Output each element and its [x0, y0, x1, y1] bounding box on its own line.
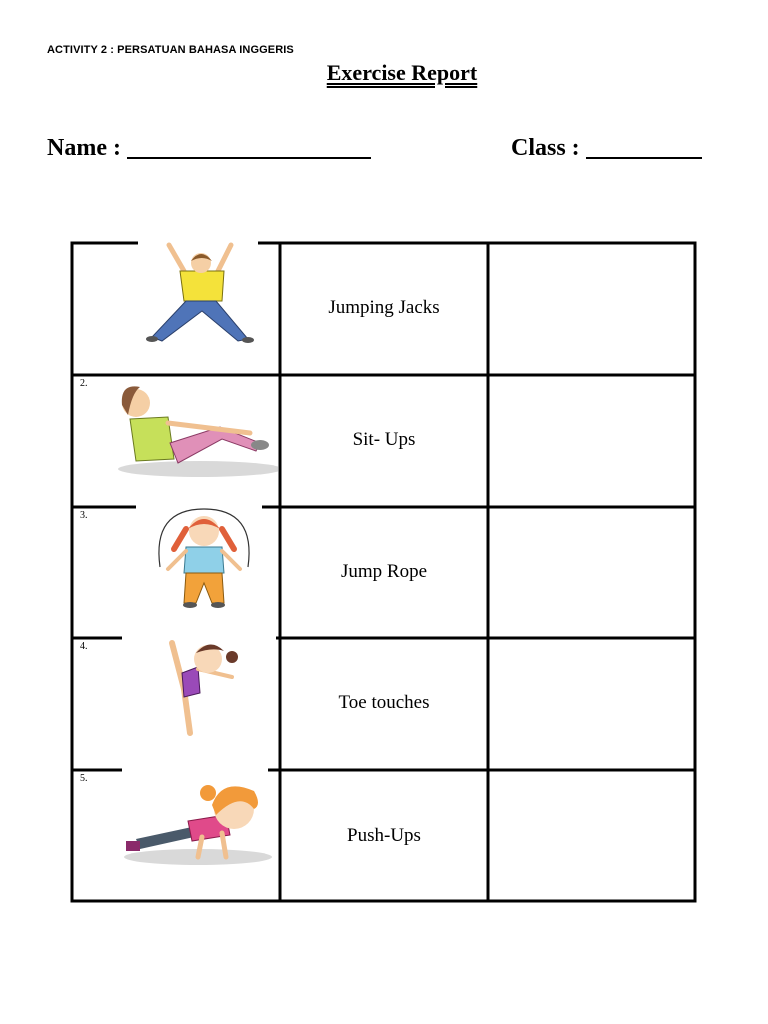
- class-field: [511, 133, 702, 162]
- name-blank: [127, 133, 371, 159]
- row-number: 3.: [80, 510, 88, 521]
- toe-touch-illustration: [164, 637, 244, 739]
- exercise-name: Jump Rope: [340, 561, 428, 582]
- exercise-name: Push-Ups: [347, 825, 421, 846]
- name-field: [47, 133, 371, 162]
- exercise-name: Sit- Ups: [352, 429, 416, 450]
- row-number: 4.: [80, 641, 88, 652]
- class-blank: [586, 133, 702, 159]
- push-ups-illustration: [122, 771, 272, 869]
- page-title: Exercise Report: [326, 60, 478, 85]
- activity-heading: ACTIVITY 2 : PERSATUAN BAHASA INGGERIS: [47, 44, 294, 56]
- exercise-table: [70, 241, 697, 903]
- row-number: 2.: [80, 378, 88, 389]
- exercise-name: Jumping Jacks: [328, 297, 440, 318]
- name-label: Name :: [47, 135, 121, 161]
- jump-rope-illustration: [146, 505, 262, 613]
- exercise-name: Toe touches: [338, 692, 430, 713]
- row-number: 5.: [80, 773, 88, 784]
- class-label: Class :: [511, 135, 580, 161]
- sit-ups-illustration: [110, 381, 278, 481]
- jumping-jacks-illustration: [136, 241, 266, 346]
